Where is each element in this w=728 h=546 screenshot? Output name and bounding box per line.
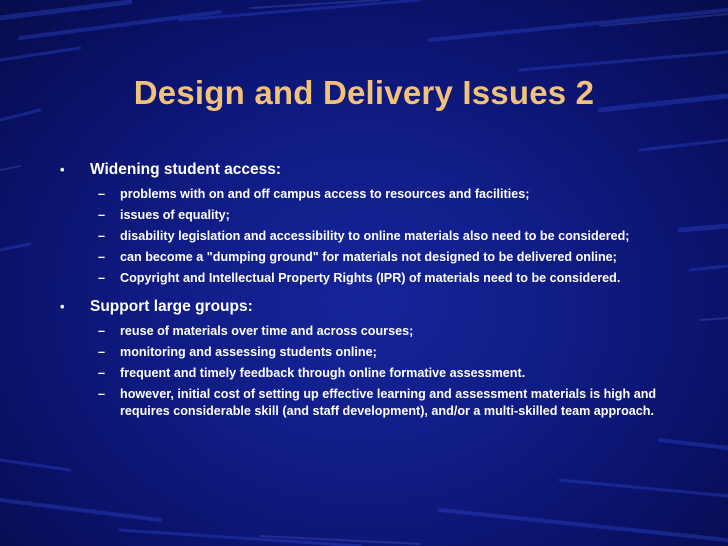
bullet-icon: • [60,162,65,177]
sub-bullet-item [58,249,676,266]
bullet-heading: Widening student access: [90,161,282,178]
bullet-heading: Support large groups: [90,298,253,315]
sub-bullet-text: disability legislation and accessibility to online materials also need to be considered; [120,229,630,243]
dash-icon: – [98,250,106,264]
sub-bullet-text: reuse of materials over time and across courses; [120,324,414,338]
sub-bullet-item [58,323,676,340]
slide-title: Design and Delivery Issues 2 [133,74,595,111]
dash-icon: – [98,208,106,222]
sub-bullet-text: however, initial cost of setting up effective learning and assessment materials is high and requires considerable skill (and staff development), and/or a multi-skilled team approach. [120,387,657,418]
dash-icon: – [98,387,106,401]
dash-icon: – [98,324,106,338]
sub-bullet-item [58,270,676,287]
sub-bullet-text: issues of equality; [120,208,230,222]
sub-bullet-item [58,365,676,382]
bullet-item-widening-access [58,160,678,180]
sub-bullet-text: frequent and timely feedback through online formative assessment. [120,366,526,380]
sub-bullet-item [58,186,676,203]
dash-icon: – [98,366,106,380]
dash-icon: – [98,187,106,201]
dash-icon: – [98,345,106,359]
sub-bullet-item [58,207,676,224]
bullet-item-large-groups [58,297,678,317]
sub-bullet-text: problems with on and off campus access to resources and facilities; [120,187,530,201]
sub-bullet-text: can become a "dumping ground" for materials not designed to be delivered online; [120,250,617,264]
dash-icon: – [98,271,106,285]
bullet-icon: • [60,299,65,314]
sub-bullet-list [58,323,678,420]
sub-bullet-text: Copyright and Intellectual Property Rights (IPR) of materials need to be considered. [120,271,621,285]
sub-bullet-list [58,186,678,287]
sub-bullet-text: monitoring and assessing students online; [120,345,377,359]
sub-bullet-item [58,344,676,361]
sub-bullet-item [58,228,676,245]
slide-body [58,160,678,430]
sub-bullet-item [58,386,676,420]
dash-icon: – [98,229,106,243]
